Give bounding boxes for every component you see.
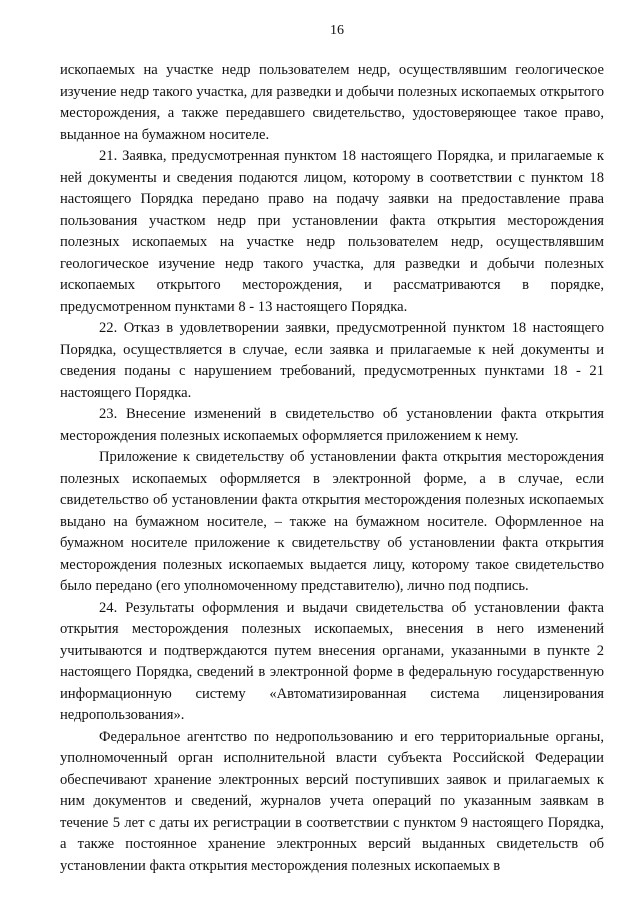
page-number: 16: [330, 23, 344, 38]
paragraph-7: Федеральное агентство по недропользованию и его территориальные органы, уполномоченный орган исполнительной власти субъекта Российской Федерации обеспечивают хранение электронных версий поступивших заявок и прилагаемых к ним документов и сведений, журналов учета операций по указанным заявкам в течение 5 лет с даты их регистрации в соответствии с пунктом 9 настоящего Порядка, а также постоянное хранение электронных версий выданных свидетельств об установлении факта открытия месторождения полезных ископаемых в: [60, 728, 604, 874]
paragraph-2: 21. Заявка, предусмотренная пунктом 18 настоящего Порядка, и прилагаемые к ней документы и сведения подаются лицом, которому в соответствии с пунктом 18 настоящего Порядка передано право на подачу заявки на предоставление права пользования участком недр при установлении факта открытия месторождения полезных ископаемых на участке недр пользователем недр, осуществлявшим геологическое изучение недр такого участка, для разведки и добычи полезных ископаемых открытого месторождения, и рассматриваются в порядке, предусмотренном пунктами 8 - 13 настоящего Порядка.: [60, 148, 604, 315]
document-body: [60, 60, 604, 877]
paragraph-1: ископаемых на участке недр пользователем недр, осуществлявшим геологическое изучение недр такого участка, для разведки и добычи полезных ископаемых открытого месторождения, а также передавшего свидетельство, удостоверяющее такое право, выданное на бумажном носителе.: [60, 62, 604, 143]
paragraph-3: 22. Отказ в удовлетворении заявки, предусмотренной пунктом 18 настоящего Порядка, осуществляется в случае, если заявка и прилагаемые к ней документы и сведения поданы с нарушением требований, предусмотренных пунктами 18 - 21 настоящего Порядка.: [60, 320, 604, 401]
paragraph-6: 24. Результаты оформления и выдачи свидетельства об установлении факта открытия месторождения полезных ископаемых, внесения в него изменений учитываются и подтверждаются путем внесения органами, указанными в пункте 2 настоящего Порядка, сведений в электронной форме в федеральную государственную информационную систему «Автоматизированная система лицензирования недропользования».: [60, 599, 604, 723]
paragraph-5: Приложение к свидетельству об установлении факта открытия месторождения полезных ископаемых оформляется в электронной форме, а в случае, если свидетельство об установлении факта открытия месторождения полезных ископаемых выдано на бумажном носителе, – также на бумажном носителе. Оформленное на бумажном носителе приложение к свидетельству об установлении факта открытия месторождения полезных ископаемых выдается лицу, которому такое свидетельство было передано (его уполномоченному представителю), лично под подпись.: [60, 449, 604, 594]
paragraph-4: 23. Внесение изменений в свидетельство об установлении факта открытия месторождения полезных ископаемых оформляется приложением к нему.: [60, 406, 604, 444]
